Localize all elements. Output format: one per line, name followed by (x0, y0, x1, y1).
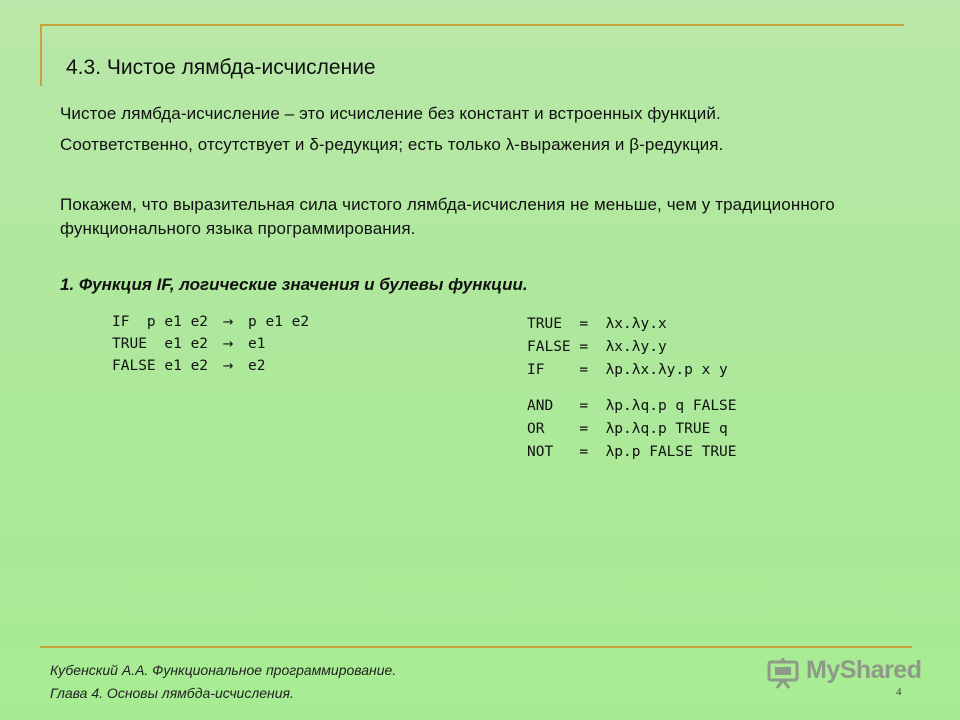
reduction-rules (112, 311, 309, 377)
rule-rhs: p e1 e2 (248, 314, 310, 330)
page-number: 4 (896, 686, 902, 698)
footer-author-course: Кубенский А.А. Функциональное программирование. (50, 662, 397, 678)
reduction-rule (112, 333, 309, 355)
definition-if: IF = λp.λx.λy.p x y (527, 362, 728, 378)
arrow-icon: → (222, 359, 234, 374)
definition-not: NOT = λp.p FALSE TRUE (527, 444, 737, 460)
footer-chapter: Глава 4. Основы лямбда-исчисления. (50, 685, 294, 701)
reduction-rule (112, 355, 309, 377)
bottom-rule-line (40, 646, 912, 648)
arrow-icon: → (222, 315, 234, 330)
definition-false: FALSE = λx.λy.y (527, 339, 667, 355)
definition-or: OR = λp.λq.p TRUE q (527, 421, 728, 437)
arrow-icon: → (222, 337, 234, 352)
top-rule-line (40, 24, 904, 26)
rule-rhs: e1 (248, 336, 266, 352)
rule-lhs: TRUE e1 e2 (112, 336, 209, 352)
paragraph-definition: Чистое лямбда-исчисление – это исчисление без констант и встроенных функций. (60, 104, 721, 123)
watermark-text: MyShared (806, 656, 922, 684)
left-rule-line (40, 24, 42, 86)
lambda-definitions (527, 313, 737, 464)
rule-lhs: FALSE e1 e2 (112, 358, 209, 374)
paragraph-reductions: Соответственно, отсутствует и δ-редукция; есть только λ-выражения и β-редукция. (60, 135, 724, 154)
presentation-board-icon (766, 656, 802, 690)
paragraph-expressiveness: Покажем, что выразительная сила чистого лямбда-исчисления не меньше, чем у традиционного функционального языка программирования. (60, 195, 835, 238)
watermark-logo (766, 656, 926, 690)
rule-lhs: IF p e1 e2 (112, 314, 209, 330)
reduction-rule (112, 311, 309, 333)
section-subheading: 1. Функция IF, логические значения и булевы функции. (60, 275, 528, 294)
slide-title: 4.3. Чистое лямбда-исчисление (66, 56, 376, 79)
definition-and: AND = λp.λq.p q FALSE (527, 398, 737, 414)
definition-true: TRUE = λx.λy.x (527, 316, 667, 332)
rule-rhs: e2 (248, 358, 266, 374)
